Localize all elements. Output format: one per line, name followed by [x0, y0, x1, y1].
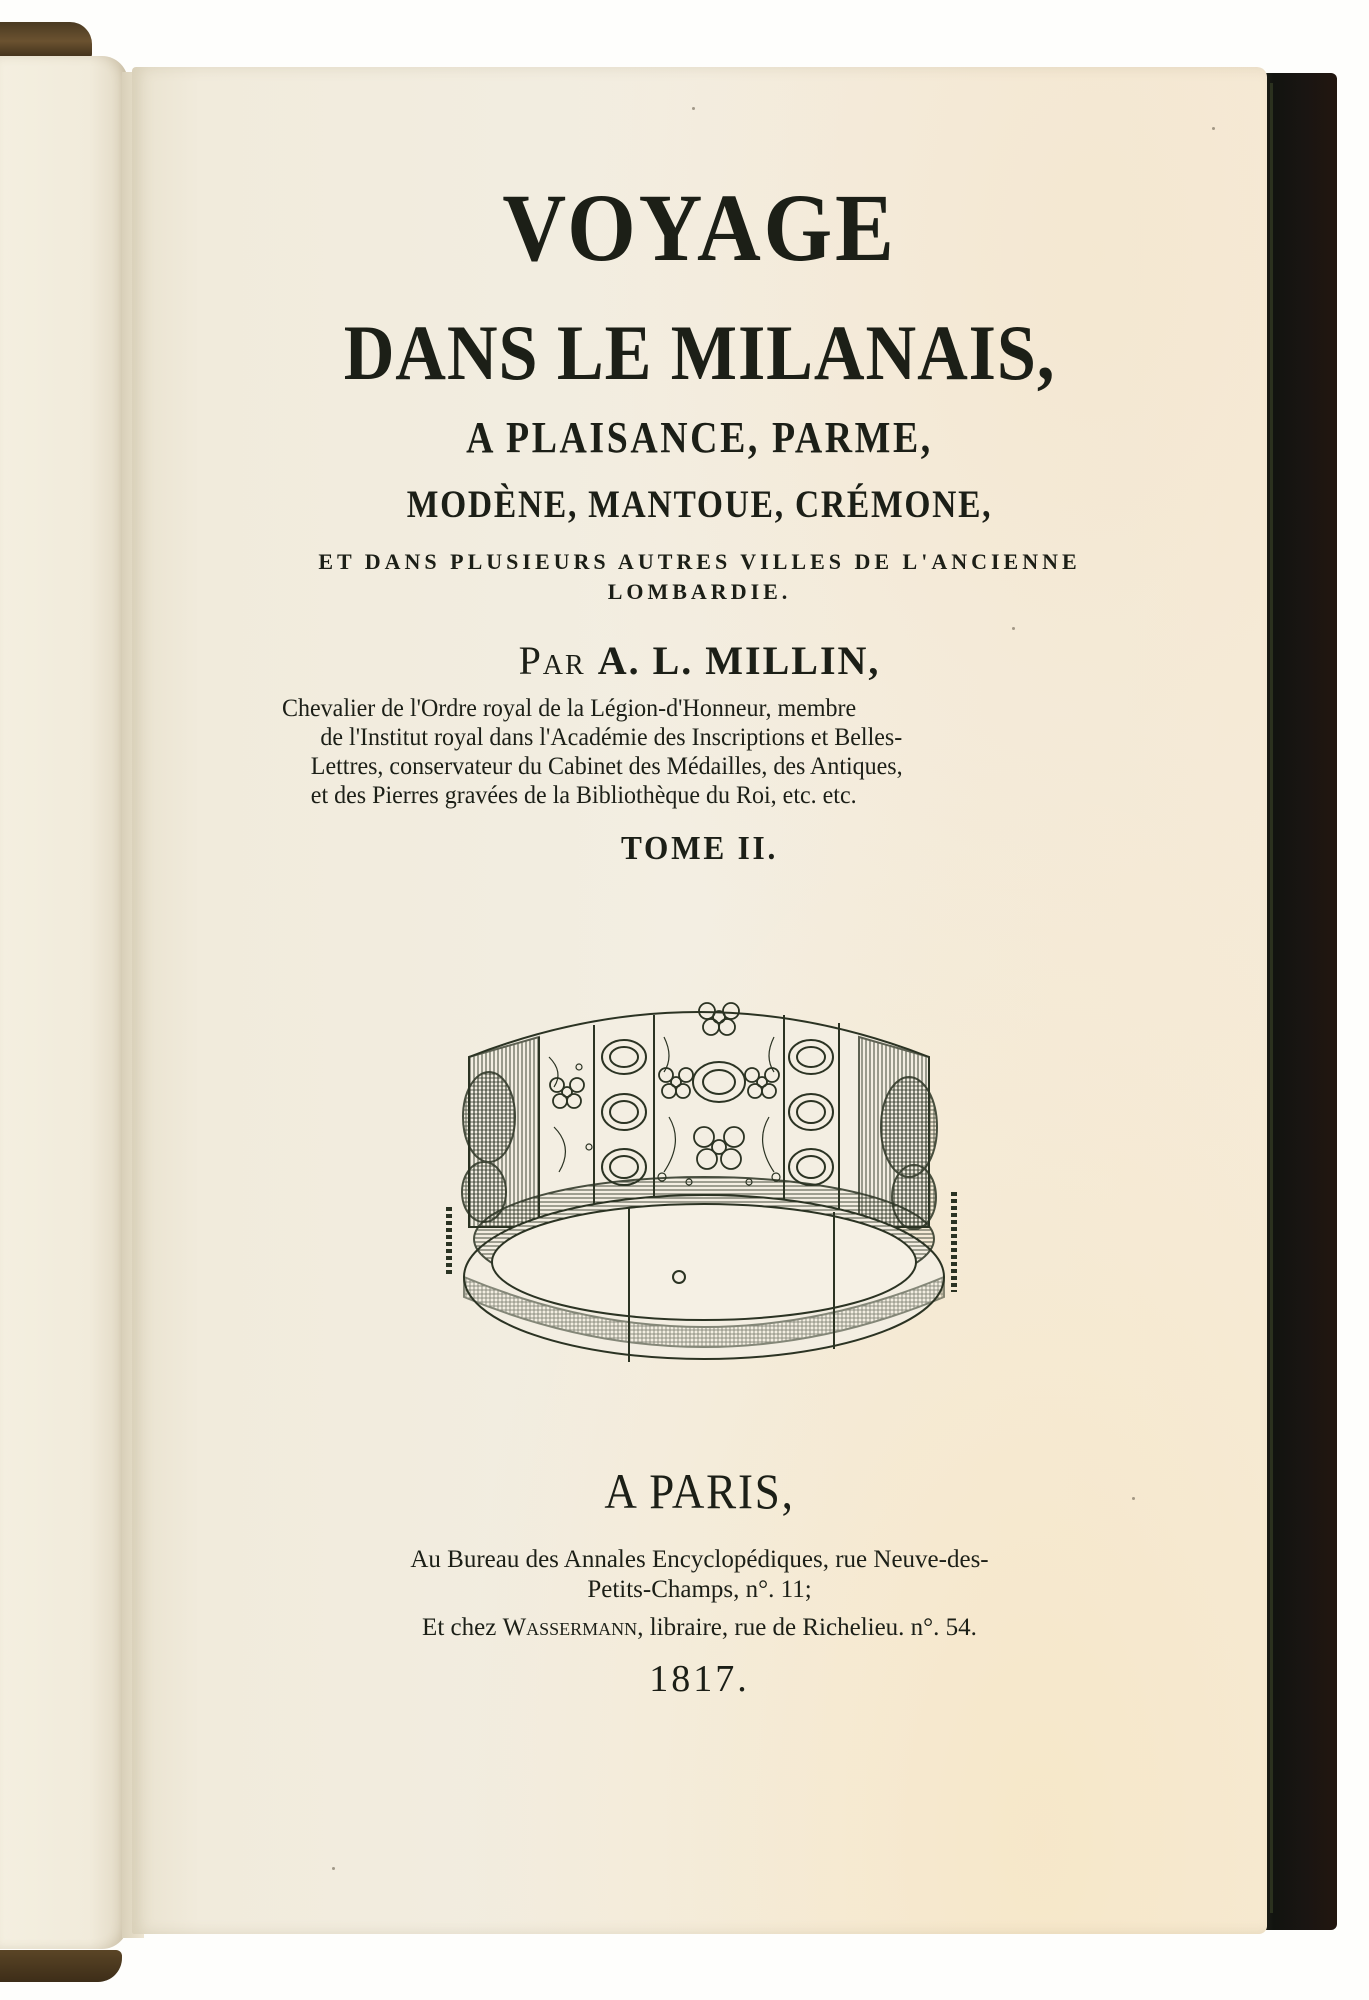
back-cover-board: [1262, 73, 1337, 1930]
left-page-edge: [0, 56, 128, 1949]
subtitle-line-2: MODÈNE, MANTOUE, CRÉMONE,: [406, 483, 993, 526]
volume-label: TOME II.: [620, 830, 779, 867]
title-page: [132, 67, 1267, 1934]
subtitle-line-3: ET DANS PLUSIEURS AUTRES VILLES DE L'ANCIENNE: [318, 549, 1081, 574]
engraved-crown-icon: [429, 977, 967, 1372]
imprint-place: A PARIS,: [604, 1463, 795, 1519]
credentials-line: Chevalier de l'Ordre royal de la Légion-d'Honneur, membre: [282, 695, 857, 722]
leather-cover-edge-top: [0, 22, 92, 60]
imprint-line-1: Au Bureau des Annales Encyclopédiques, rue Neuve-des-: [410, 1546, 989, 1573]
author-prefix: Par: [518, 638, 586, 683]
publication-year: 1817.: [649, 1658, 750, 1700]
imprint-line-2: Petits-Champs, n°. 11;: [587, 1576, 812, 1603]
imprint-line-3-prefix: Et chez: [422, 1614, 497, 1641]
credentials-line: Lettres, conservateur du Cabinet des Médailles, des Antiques,: [310, 753, 903, 780]
author-line: [132, 637, 1267, 684]
author-name: A. L. MILLIN,: [597, 638, 881, 683]
title-line-2: DANS LE MILANAIS,: [343, 309, 1056, 396]
author-credentials: [282, 694, 1136, 810]
credentials-line: de l'Institut royal dans l'Académie des Inscriptions et Belles-: [320, 724, 903, 751]
subtitle-lines-3-4: [132, 547, 1267, 607]
title-line-1: VOYAGE: [502, 174, 897, 281]
imprint-line-3: [132, 1613, 1267, 1643]
credentials-line: et des Pierres gravées de la Bibliothèque du Roi, etc. etc.: [310, 782, 857, 809]
bookseller-name: Wassermann: [502, 1614, 638, 1641]
imprint-line-3-suffix: , libraire, rue de Richelieu. n°. 54.: [637, 1614, 977, 1641]
subtitle-line-1: A PLAISANCE, PARME,: [466, 413, 933, 462]
imprint-publisher: [132, 1545, 1267, 1643]
leather-cover-edge-bottom: [0, 1950, 122, 1982]
subtitle-line-4: LOMBARDIE.: [607, 579, 792, 604]
